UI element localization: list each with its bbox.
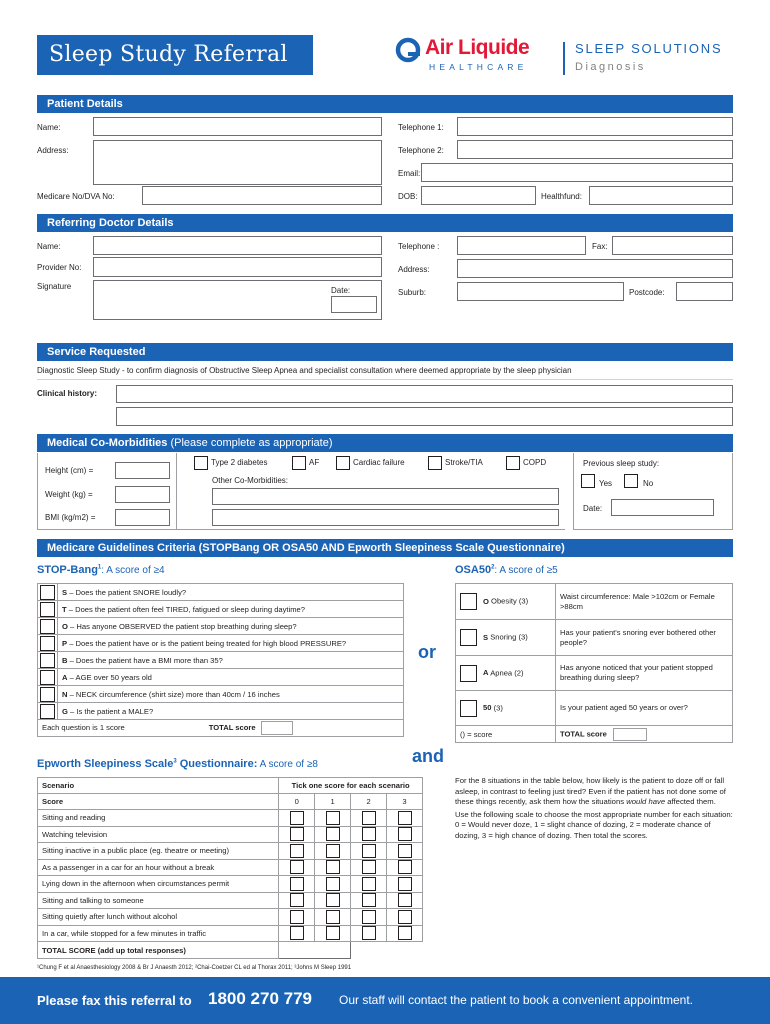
epworth-score-cell (315, 810, 351, 827)
logo-divider (563, 42, 565, 75)
clinical-history-field-2[interactable] (116, 407, 733, 426)
stopbang-checkbox-cell (38, 652, 58, 669)
osa50-row (456, 691, 733, 726)
patient-email-label: Email: (398, 169, 421, 178)
epworth-scenario-label: Sitting quietly after lunch without alcohol (38, 909, 279, 926)
osa50-title-text: OSA50 (455, 564, 492, 576)
stopbang-title-sup: 1 (97, 564, 102, 571)
osa50-row (456, 620, 733, 656)
epworth-score-cell (279, 876, 315, 893)
osa50-title (455, 564, 558, 576)
osa50-scoring-note-cell (456, 726, 556, 743)
stopbang-total-cell (38, 720, 404, 737)
epworth-scenario-row (38, 826, 423, 843)
tagline: SLEEP SOLUTIONS (575, 41, 723, 56)
epworth-score-cell (351, 909, 387, 926)
osa50-letter: 50 (483, 703, 492, 712)
epworth-scenario-row (38, 909, 423, 926)
stopbang-question: – NECK circumference (shirt size) more than 40cm / 16 inches (67, 689, 280, 699)
epworth-score-checkbox[interactable] (290, 844, 304, 858)
epworth-scenario-label: Sitting and talking to someone (38, 892, 279, 909)
osa50-criteria-cell (556, 656, 733, 691)
epworth-score-checkbox[interactable] (290, 926, 304, 940)
height-label: Height (cm) = (45, 466, 94, 475)
epworth-score-cell (387, 892, 423, 909)
epworth-score-cell (315, 909, 351, 926)
osa50-item-label: (3) (493, 703, 503, 712)
doctor-fax-field[interactable] (612, 236, 733, 255)
doctor-postcode-label: Postcode: (629, 288, 665, 297)
epworth-score-checkbox[interactable] (326, 926, 340, 940)
epworth-instructions-para-3: 0 = Would never doze, 1 = slight chance of dozing, 2 = moderate chance of dozing, 3 = high chance of dozing. Then total the scores. (455, 820, 711, 840)
epworth-total-row (38, 942, 423, 959)
previous-study-no-checkbox[interactable] (624, 474, 638, 488)
epworth-score-checkbox[interactable] (290, 860, 304, 874)
previous-study-date-field[interactable] (611, 499, 714, 516)
doctor-date-label: Date: (331, 286, 351, 295)
osa50-table (455, 583, 733, 743)
other-comorbidities-field-2[interactable] (212, 509, 559, 526)
osa50-criteria-cell (556, 584, 733, 620)
epworth-scenario-header: Scenario (38, 778, 279, 794)
stopbang-row (38, 652, 404, 669)
stopbang-checkbox[interactable] (40, 687, 55, 702)
epworth-instructions-text-1a: For the 8 situations in the table below, how likely is the patient to doze off or fall asleep, in contrast to feeling just tired? Even if the patient has not done some of these things recently, ask them how the situations (455, 776, 726, 807)
epworth-score-checkbox[interactable] (398, 860, 412, 874)
osa50-letter: A (483, 668, 489, 677)
epworth-score-rule: A score of ≥8 (257, 759, 318, 770)
patient-healthfund-field[interactable] (589, 186, 733, 205)
epworth-title-sup: 3 (173, 758, 177, 765)
stopbang-checkbox[interactable] (40, 619, 55, 634)
patient-phone2-label: Telephone 2: (398, 146, 444, 155)
epworth-score-cell (279, 925, 315, 942)
stopbang-checkbox-cell (38, 703, 58, 720)
patient-address-label: Address: (37, 146, 69, 155)
epworth-total-field[interactable] (279, 942, 351, 959)
clinical-history-field-1[interactable] (116, 385, 733, 403)
epworth-score-col-2: 2 (351, 794, 387, 810)
epworth-instructions (455, 776, 734, 842)
bmi-label: BMI (kg/m2) = (45, 513, 96, 522)
epworth-score-checkbox[interactable] (398, 893, 412, 907)
epworth-title-tail: Questionnaire: (176, 758, 258, 770)
doctor-telephone-field[interactable] (457, 236, 586, 255)
epworth-score-checkbox[interactable] (326, 860, 340, 874)
doctor-suburb-label: Suburb: (398, 288, 427, 297)
other-comorbidities-label: Other Co-Morbidities: (212, 476, 289, 485)
epworth-score-checkbox[interactable] (290, 877, 304, 891)
epworth-score-cell (387, 925, 423, 942)
stopbang-letter: A (62, 672, 68, 682)
epworth-score-cell (351, 859, 387, 876)
epworth-score-checkbox[interactable] (362, 827, 376, 841)
stopbang-question-cell (58, 686, 404, 703)
page-title: Sleep Study Referral (37, 35, 313, 75)
epworth-score-checkbox[interactable] (326, 893, 340, 907)
epworth-scenario-label: Lying down in the afternoon when circumstances permit (38, 876, 279, 893)
previous-study-label: Previous sleep study: (583, 459, 660, 468)
stopbang-table (37, 583, 404, 737)
patient-address-field[interactable] (93, 140, 382, 185)
stopbang-row (38, 635, 404, 652)
epworth-score-cell (279, 892, 315, 909)
copd-label: COPD (523, 458, 547, 467)
epworth-score-checkbox[interactable] (398, 844, 412, 858)
stopbang-letter: P (62, 638, 68, 648)
epworth-score-checkbox[interactable] (398, 926, 412, 940)
tagline-sub: Diagnosis (575, 61, 646, 73)
stopbang-letter: T (62, 604, 67, 614)
stopbang-checkbox-cell (38, 669, 58, 686)
comorbidities-heading (37, 434, 733, 452)
footer-fax-prefix: Please fax this referral to (37, 993, 192, 1008)
stroke-tia-label: Stroke/TIA (445, 458, 483, 467)
epworth-score-cell (315, 892, 351, 909)
epworth-score-cell (279, 843, 315, 860)
epworth-score-cell (387, 909, 423, 926)
epworth-score-cell (315, 843, 351, 860)
epworth-score-cell (351, 892, 387, 909)
doctor-name-field[interactable] (93, 236, 382, 255)
epworth-score-cell (387, 810, 423, 827)
osa50-total-field[interactable] (613, 728, 647, 741)
osa50-criteria: Is your patient aged 50 years or over? (560, 703, 688, 712)
stopbang-checkbox[interactable] (40, 585, 55, 600)
patient-dob-field[interactable] (421, 186, 536, 205)
epworth-score-checkbox[interactable] (326, 877, 340, 891)
osa50-item-cell (456, 656, 556, 691)
bmi-field[interactable] (115, 509, 170, 526)
epworth-score-checkbox[interactable] (326, 811, 340, 825)
stopbang-checkbox-cell (38, 584, 58, 601)
osa50-item-cell (456, 584, 556, 620)
cardiac-failure-checkbox[interactable] (336, 456, 350, 470)
stopbang-checkbox-cell (38, 601, 58, 618)
stroke-tia-checkbox[interactable] (428, 456, 442, 470)
patient-phone2-field[interactable] (457, 140, 733, 159)
osa50-total-label: TOTAL score (560, 729, 607, 738)
doctor-address-field[interactable] (457, 259, 733, 278)
epworth-scenario-row (38, 876, 423, 893)
copd-checkbox[interactable] (506, 456, 520, 470)
epworth-score-cell (279, 859, 315, 876)
epworth-tick-header: Tick one score for each scenario (279, 778, 423, 794)
patient-name-label: Name: (37, 123, 61, 132)
and-text: and (412, 746, 445, 766)
stopbang-question: – Does the patient have a BMI more than 35? (67, 655, 223, 665)
stopbang-question-cell (58, 703, 404, 720)
epworth-score-cell (279, 810, 315, 827)
osa50-criteria: Has anyone noticed that your patient stopped breathing during sleep? (560, 663, 713, 682)
stopbang-question-cell (58, 584, 404, 601)
epworth-title (37, 758, 318, 770)
stopbang-letter: S (62, 587, 68, 597)
stopbang-checkbox-cell (38, 686, 58, 703)
osa50-total-cell (556, 726, 733, 743)
service-heading: Service Requested (37, 343, 733, 361)
stopbang-scoring-note: Each question is 1 score (42, 723, 125, 732)
epworth-score-header: Score (38, 794, 279, 810)
epworth-scenario-row (38, 843, 423, 860)
doctor-suburb-field[interactable] (457, 282, 624, 301)
epworth-instructions-para-2: Use the following scale to choose the most appropriate number for each situation: (455, 809, 733, 819)
osa50-item-cell (456, 691, 556, 726)
epworth-scenario-label: As a passenger in a car for an hour without a break (38, 859, 279, 876)
epworth-score-cell (315, 826, 351, 843)
stopbang-question: – Is the patient a MALE? (67, 706, 154, 716)
osa50-checkbox[interactable] (460, 629, 477, 646)
stopbang-letter: G (62, 706, 68, 716)
epworth-score-checkbox[interactable] (290, 827, 304, 841)
epworth-score-header-row (38, 794, 423, 810)
stopbang-row (38, 618, 404, 635)
doctor-postcode-field[interactable] (676, 282, 733, 301)
doctor-provider-label: Provider No: (37, 263, 82, 272)
previous-study-no-label: No (643, 479, 654, 488)
doctor-name-label: Name: (37, 242, 61, 251)
cardiac-failure-label: Cardiac failure (353, 458, 405, 467)
patient-dob-label: DOB: (398, 192, 418, 201)
patient-medicare-field[interactable] (142, 186, 382, 205)
stopbang-question: – Does the patient often feel TIRED, fatigued or sleep during daytime? (66, 604, 306, 614)
stopbang-question-cell (58, 652, 404, 669)
stopbang-checkbox[interactable] (40, 636, 55, 651)
osa50-checkbox[interactable] (460, 700, 477, 717)
osa50-criteria-cell (556, 691, 733, 726)
osa50-row (456, 656, 733, 691)
doctor-fax-label: Fax: (592, 242, 608, 251)
patient-name-field[interactable] (93, 117, 382, 136)
osa50-letter: O (483, 596, 489, 606)
air-liquide-logo (395, 35, 555, 75)
stopbang-checkbox-cell (38, 635, 58, 652)
epworth-score-cell (279, 909, 315, 926)
osa50-checkbox[interactable] (460, 665, 477, 682)
stopbang-score-rule: : A score of ≥4 (101, 565, 165, 576)
doctor-provider-field[interactable] (93, 257, 382, 277)
epworth-score-cell (315, 925, 351, 942)
epworth-score-cell (315, 876, 351, 893)
epworth-score-checkbox[interactable] (362, 893, 376, 907)
stopbang-title (37, 564, 165, 576)
osa50-row (456, 584, 733, 620)
stopbang-row (38, 601, 404, 618)
epworth-score-col-1: 1 (315, 794, 351, 810)
stopbang-question: – Does the patient have or is the patient being treated for high blood PRESSURE? (67, 638, 347, 648)
stopbang-question-cell (58, 618, 404, 635)
stopbang-row (38, 584, 404, 601)
stopbang-question-cell (58, 601, 404, 618)
type2-diabetes-checkbox[interactable] (194, 456, 208, 470)
epworth-total-blank (351, 942, 423, 959)
stopbang-letter: B (62, 655, 68, 665)
stopbang-question-cell (58, 669, 404, 686)
stopbang-checkbox-cell (38, 618, 58, 635)
comorbidities-heading-note: (Please complete as appropriate) (170, 437, 333, 449)
doctor-date-field[interactable] (331, 296, 377, 313)
epworth-score-cell (351, 810, 387, 827)
epworth-score-cell (387, 876, 423, 893)
logo-name: Air Liquide (425, 36, 530, 59)
epworth-score-cell (351, 826, 387, 843)
epworth-score-checkbox[interactable] (326, 910, 340, 924)
stopbang-question: – Has anyone OBSERVED the patient stop breathing during sleep? (67, 621, 297, 631)
epworth-instructions-emphasis: would have (626, 797, 666, 807)
height-field[interactable] (115, 462, 170, 479)
epworth-scenario-row (38, 925, 423, 942)
patient-medicare-label: Medicare No/DVA No: (37, 192, 115, 201)
epworth-header-row (38, 778, 423, 794)
epworth-scenario-row (38, 810, 423, 827)
references: ¹Chung F et al Anaesthesiology 2008 & Br J Anaesth 2012; ²Chai-Coetzer CL ed al Thorax 2011; ³Johns M Sleep 1991 (37, 965, 352, 971)
epworth-score-checkbox[interactable] (398, 827, 412, 841)
epworth-instructions-text-1c: affected them. (665, 797, 716, 807)
af-label: AF (309, 458, 320, 467)
epworth-score-checkbox[interactable] (362, 877, 376, 891)
stopbang-row (38, 669, 404, 686)
logo-ring-icon (395, 37, 421, 63)
stopbang-checkbox[interactable] (40, 653, 55, 668)
epworth-table (37, 777, 423, 959)
stopbang-total-label: TOTAL score (208, 723, 256, 732)
guidelines-heading: Medicare Guidelines Criteria (STOPBang OR OSA50 AND Epworth Sleepiness Scale Questionnaire) (37, 539, 733, 557)
type2-diabetes-label: Type 2 diabetes (211, 458, 268, 467)
weight-field[interactable] (115, 486, 170, 503)
doctor-details-heading: Referring Doctor Details (37, 214, 733, 232)
stopbang-letter: N (62, 689, 68, 699)
epworth-score-cell (351, 876, 387, 893)
epworth-score-checkbox[interactable] (290, 811, 304, 825)
footer-fax-number[interactable]: 1800 270 779 (208, 989, 312, 1008)
epworth-score-cell (279, 826, 315, 843)
doctor-signature-label: Signature (37, 282, 72, 291)
epworth-score-checkbox[interactable] (398, 877, 412, 891)
epworth-scenario-row (38, 892, 423, 909)
stopbang-question: – AGE over 50 years old (67, 672, 152, 682)
stopbang-letter: O (62, 621, 68, 631)
epworth-scenario-row (38, 859, 423, 876)
stopbang-row (38, 703, 404, 720)
osa50-score-rule: : A score of ≥5 (494, 565, 558, 576)
osa50-criteria: Waist circumference: Male >102cm or Female >88cm (560, 591, 715, 611)
epworth-score-cell (387, 843, 423, 860)
previous-study-date-label: Date: (583, 504, 603, 513)
patient-email-field[interactable] (421, 163, 733, 182)
stopbang-total-row (38, 720, 404, 737)
logo-sub: HEALTHCARE (429, 62, 528, 72)
epworth-score-col-3: 3 (387, 794, 423, 810)
service-check-field[interactable] (37, 378, 733, 380)
osa50-criteria-cell (556, 620, 733, 656)
epworth-score-cell (315, 859, 351, 876)
epworth-score-checkbox[interactable] (398, 811, 412, 825)
osa50-rows (456, 584, 733, 743)
epworth-scenario-label: Sitting and reading (38, 810, 279, 827)
previous-study-yes-label: Yes (599, 479, 613, 488)
osa50-criteria: Has your patient's snoring ever bothered other people? (560, 627, 716, 647)
osa50-letter: S (483, 632, 489, 642)
osa50-item-cell (456, 620, 556, 656)
stopbang-checkbox[interactable] (40, 670, 55, 685)
or-text: or (418, 642, 436, 662)
other-comorbidities-field-1[interactable] (212, 488, 559, 505)
af-checkbox[interactable] (292, 456, 306, 470)
epworth-score-checkbox[interactable] (398, 910, 412, 924)
epworth-score-checkbox[interactable] (290, 893, 304, 907)
stopbang-row (38, 686, 404, 703)
osa50-scoring-note: () = score (460, 729, 493, 739)
epworth-score-cell (351, 843, 387, 860)
service-description: Diagnostic Sleep Study - to confirm diagnosis of Obstructive Sleep Apnea and specialist consultation where deemed appropriate by the sleep physician (37, 366, 572, 375)
footer-message: Our staff will contact the patient to book a convenient appointment. (339, 993, 693, 1007)
stopbang-checkbox[interactable] (40, 602, 55, 617)
epworth-score-checkbox[interactable] (326, 827, 340, 841)
epworth-score-checkbox[interactable] (362, 811, 376, 825)
doctor-telephone-label: Telephone : (398, 242, 440, 251)
footer-bar (0, 977, 770, 1024)
epworth-total-label: TOTAL SCORE (add up total responses) (38, 942, 279, 959)
epworth-score-checkbox[interactable] (362, 860, 376, 874)
epworth-score-checkbox[interactable] (326, 844, 340, 858)
patient-phone1-field[interactable] (457, 117, 733, 136)
epworth-score-checkbox[interactable] (362, 910, 376, 924)
previous-study-yes-checkbox[interactable] (581, 474, 595, 488)
osa50-item-label: Obesity (3) (491, 596, 529, 606)
epworth-instructions-para-1 (455, 776, 734, 808)
stopbang-question-cell (58, 635, 404, 652)
epworth-score-checkbox[interactable] (290, 910, 304, 924)
epworth-score-col-0: 0 (279, 794, 315, 810)
stopbang-checkbox[interactable] (40, 704, 55, 719)
patient-healthfund-label: Healthfund: (541, 192, 582, 201)
epworth-title-text: Epworth Sleepiness Scale (37, 758, 174, 770)
epworth-rows (38, 778, 423, 959)
epworth-scenario-label: Sitting inactive in a public place (eg. theatre or meeting) (38, 843, 279, 860)
patient-details-heading: Patient Details (37, 95, 733, 113)
epworth-scenario-label: In a car, while stopped for a few minutes in traffic (38, 925, 279, 942)
osa50-checkbox[interactable] (460, 593, 477, 610)
epworth-score-checkbox[interactable] (362, 844, 376, 858)
weight-label: Weight (kg) = (45, 490, 93, 499)
osa50-total-row (456, 726, 733, 743)
osa50-item-label: Apnea (2) (490, 668, 524, 677)
stopbang-rows (38, 584, 404, 737)
epworth-score-cell (387, 826, 423, 843)
stopbang-question: – Does the patient SNORE loudly? (67, 587, 187, 597)
epworth-score-checkbox[interactable] (362, 926, 376, 940)
epworth-score-cell (387, 859, 423, 876)
clinical-history-label: Clinical history: (37, 389, 98, 398)
doctor-address-label: Address: (398, 265, 430, 274)
epworth-score-cell (351, 925, 387, 942)
osa50-title-sup: 2 (491, 564, 495, 571)
stopbang-total-field[interactable] (261, 721, 293, 735)
epworth-scenario-label: Watching television (38, 826, 279, 843)
patient-phone1-label: Telephone 1: (398, 123, 444, 132)
comorbidities-heading-title: Medical Co-Morbidities (47, 437, 168, 449)
stopbang-title-text: STOP-Bang (37, 564, 98, 576)
osa50-item-label: Snoring (3) (490, 632, 528, 642)
